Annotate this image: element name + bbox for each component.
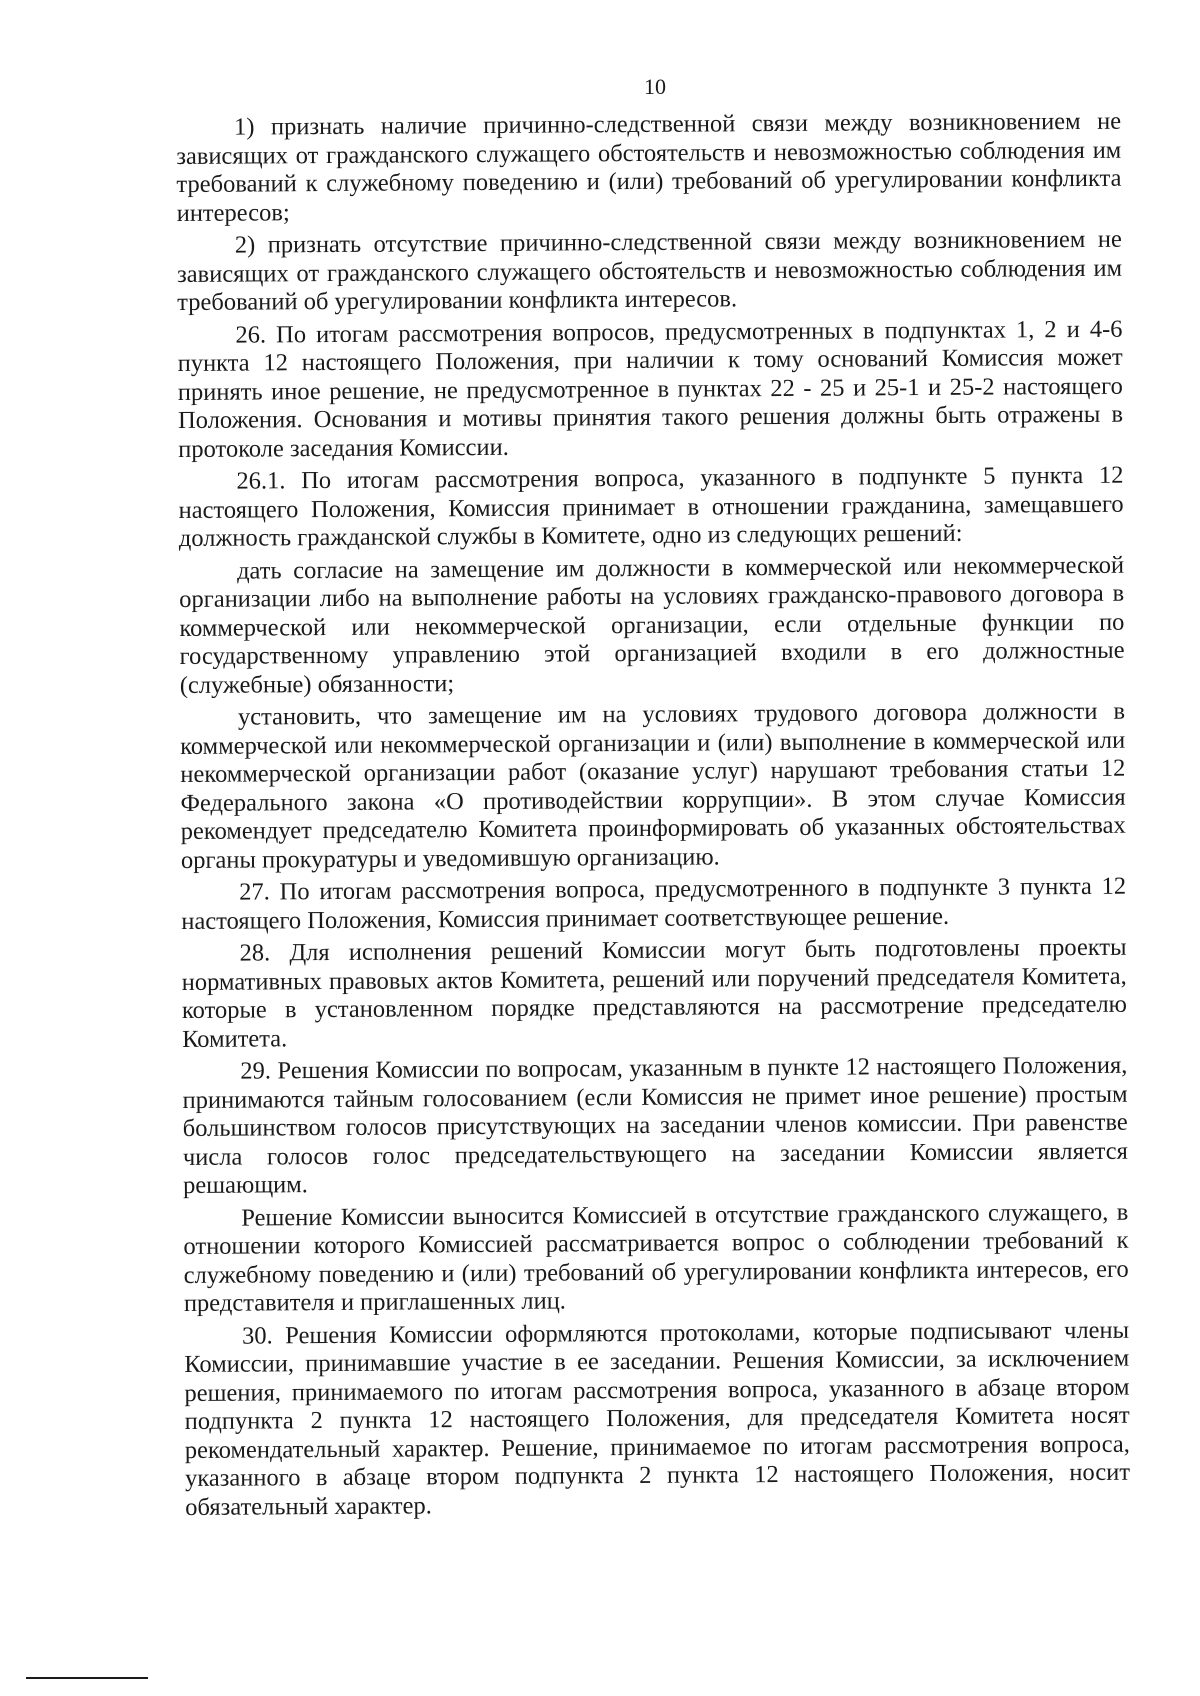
paragraph-item-28: 28. Для исполнения решений Комиссии могут быть подготовлены проекты нормативных правовых актов Комитета, решений или поручений председателя Комитета, которые в установленном порядке представляются на рассмотрение председателю Комитета. <box>181 933 1128 1053</box>
paragraph-subitem-2: 2) признать отсутствие причинно-следственной связи между возникновением не зависящих от гражданского служащего обстоятельств и невозможностью соблюдения им требований об урегулировании конфликта интересов. <box>176 225 1123 316</box>
paragraph-item-27: 27. По итогам рассмотрения вопроса, предусмотренного в подпункте 3 пункта 12 настоящего Положения, Комиссия принимает соответствующее решение. <box>181 872 1127 935</box>
document-body <box>176 108 1130 1522</box>
paragraph-decision-consent: дать согласие на замещение им должности в коммерческой или некоммерческой организации либо на выполнение работы на условиях гражданско-правового договора в коммерческой или некоммерческой организации, если отдельные функции по государственному управлению этой организацией входили в его должностные (служебные) обязанности; <box>179 551 1125 699</box>
paragraph-item-29: 29. Решения Комиссии по вопросам, указанным в пункте 12 настоящего Положения, принимаются тайным голосованием (если Комиссия не примет иное решение) простым большинством голосов присутствующих на заседании членов комиссии. При равенстве числа голосов голос председательствующего на заседании Комиссии является решающим. <box>182 1051 1128 1199</box>
paragraph-decision-violation: установить, что замещение им на условиях трудового договора должности в коммерческой или некоммерческой организации и (или) выполнение в коммерческой или некоммерческой организации работ (оказание услуг) нарушают требования статьи 12 Федерального закона «О противодействии коррупции». В этом случае Комиссия рекомендует председателю Комитета проинформировать об указанных обстоятельствах органы прокуратуры и уведомившую организацию. <box>180 697 1126 874</box>
paragraph-item-30: 30. Решения Комиссии оформляются протоколами, которые подписывают члены Комиссии, принимавшие участие в ее заседании. Решения Комиссии, за исключением решения, принимаемого по итогам рассмотрения вопроса, указанного в абзаце втором подпункта 2 пункта 12 настоящего Положения, для председателя Комитета носят рекомендательный характер. Решение, принимаемое по итогам рассмотрения вопроса, указанного в абзаце втором подпункта 2 пункта 12 настоящего Положения, носит обязательный характер. <box>184 1316 1131 1521</box>
paragraph-item-26: 26. По итогам рассмотрения вопросов, предусмотренных в подпунктах 1, 2 и 4-6 пункта 12 настоящего Положения, при наличии к тому оснований Комиссия может принять иное решение, не предусмотренное в пунктах 22 - 25 и 25-1 и 25-2 настоящего Положения. Основания и мотивы принятия такого решения должны быть отражены в протоколе заседания Комиссии. <box>177 315 1124 463</box>
page-number: 10 <box>644 74 666 99</box>
paragraph-item-26-1: 26.1. По итогам рассмотрения вопроса, указанного в подпункте 5 пункта 12 настоящего Положения, Комиссия принимает в отношении гражданина, замещавшего должность гражданской службы в Комитете, одно из следующих решений: <box>178 461 1124 552</box>
footnote-separator <box>26 1677 148 1679</box>
paragraph-item-29-decision: Решение Комиссии выносится Комиссией в отсутствие гражданского служащего, в отношении которого Комиссией рассматривается вопрос о соблюдении требований к служебному поведению и (или) требований об урегулировании конфликта интересов, его представителя и приглашенных лиц. <box>183 1198 1129 1317</box>
paragraph-subitem-1: 1) признать наличие причинно-следственной связи между возникновением не зависящих от гражданского служащего обстоятельств и невозможностью соблюдения им требований к служебному поведению и (или) требований об урегулировании конфликта интересов; <box>176 107 1122 227</box>
